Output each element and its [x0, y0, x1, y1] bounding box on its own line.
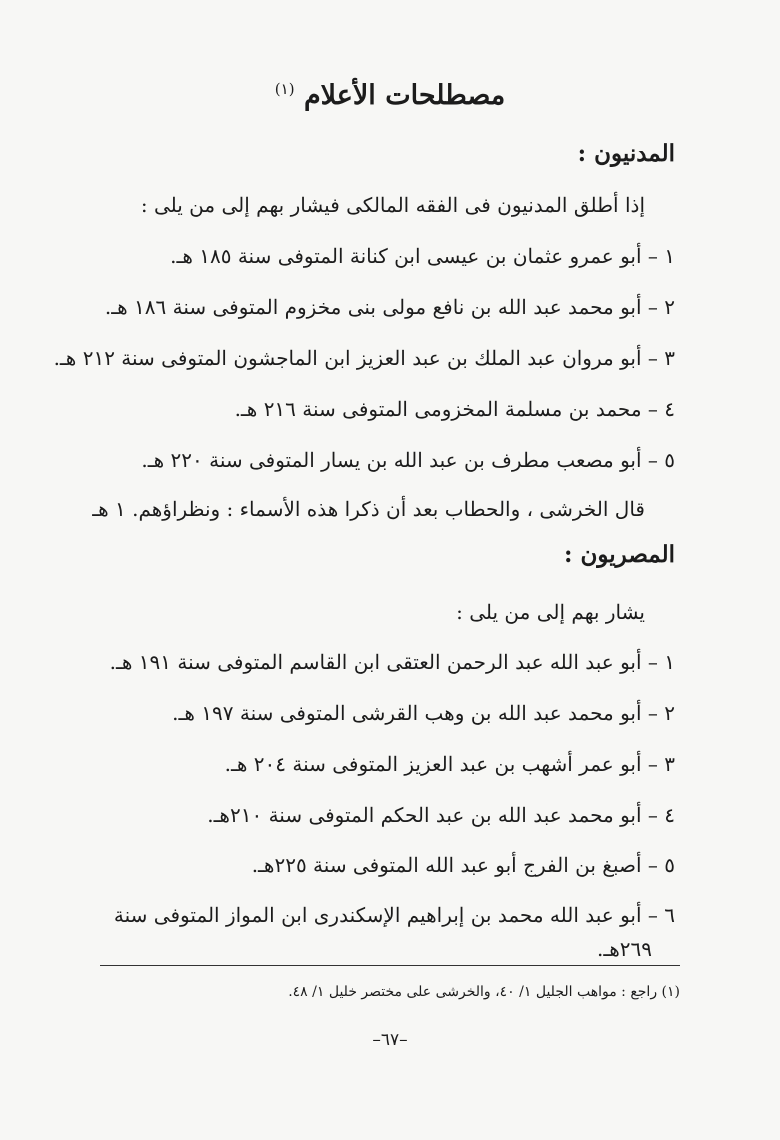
section1-item-2: ٢ – أبو محمد عبد الله بن نافع مولى بنى مخزوم المتوفى سنة ١٨٦ هـ.	[104, 295, 675, 319]
section2-item-1: ١ – أبو عبد الله عبد الرحمن العتقى ابن القاسم المتوفى سنة ١٩١ هـ.	[109, 650, 675, 674]
footnote: (١) راجع : مواهب الجليل ١/ ٤٠، والخرشى على مختصر خليل ١/ ٤٨.	[288, 984, 680, 1000]
section1-note: قال الخرشى ، والحطاب بعد أن ذكرا هذه الأسماء : ونظراؤهم. ١ هـ	[92, 497, 645, 521]
section2-intro: يشار بهم إلى من يلى :	[456, 600, 645, 624]
section-heading-madaniyun: المدنيون :	[577, 140, 675, 167]
section2-item-6-continuation: ٢٦٩هـ.	[597, 937, 652, 961]
section1-intro: إذا أطلق المدنيون فى الفقه المالكى فيشار بهم إلى من يلى :	[140, 193, 645, 217]
section2-item-5: ٥ – أصبغ بن الفرج أبو عبد الله المتوفى سنة ٢٢٥هـ.	[251, 853, 675, 877]
section1-item-1: ١ – أبو عمرو عثمان بن عيسى ابن كنانة المتوفى سنة ١٨٥ هـ.	[170, 244, 675, 268]
section2-item-3: ٣ – أبو عمر أشهب بن عبد العزيز المتوفى سنة ٢٠٤ هـ.	[224, 752, 675, 776]
section-heading-misriyun: المصريون :	[563, 541, 675, 568]
title-footnote-marker: (١)	[274, 80, 295, 98]
section1-item-4: ٤ – محمد بن مسلمة المخزومى المتوفى سنة ٢١٦ هـ.	[234, 397, 675, 421]
section2-item-2: ٢ – أبو محمد عبد الله بن وهب القرشى المتوفى سنة ١٩٧ هـ.	[172, 701, 675, 725]
section2-item-4: ٤ – أبو محمد عبد الله بن عبد الحكم المتوفى سنة ٢١٠هـ.	[207, 803, 675, 827]
page-title	[0, 80, 780, 111]
title-text: مصطلحات الأعلام	[303, 80, 506, 111]
footnote-divider	[100, 965, 680, 966]
section1-item-5: ٥ – أبو مصعب مطرف بن عبد الله بن يسار المتوفى سنة ٢٢٠ هـ.	[141, 448, 675, 472]
section2-item-6: ٦ – أبو عبد الله محمد بن إبراهيم الإسكندرى ابن المواز المتوفى سنة	[113, 903, 675, 927]
page-number: –٦٧–	[372, 1030, 408, 1050]
section1-item-3: ٣ – أبو مروان عبد الملك بن عبد العزيز ابن الماجشون المتوفى سنة ٢١٢ هـ.	[53, 346, 675, 370]
